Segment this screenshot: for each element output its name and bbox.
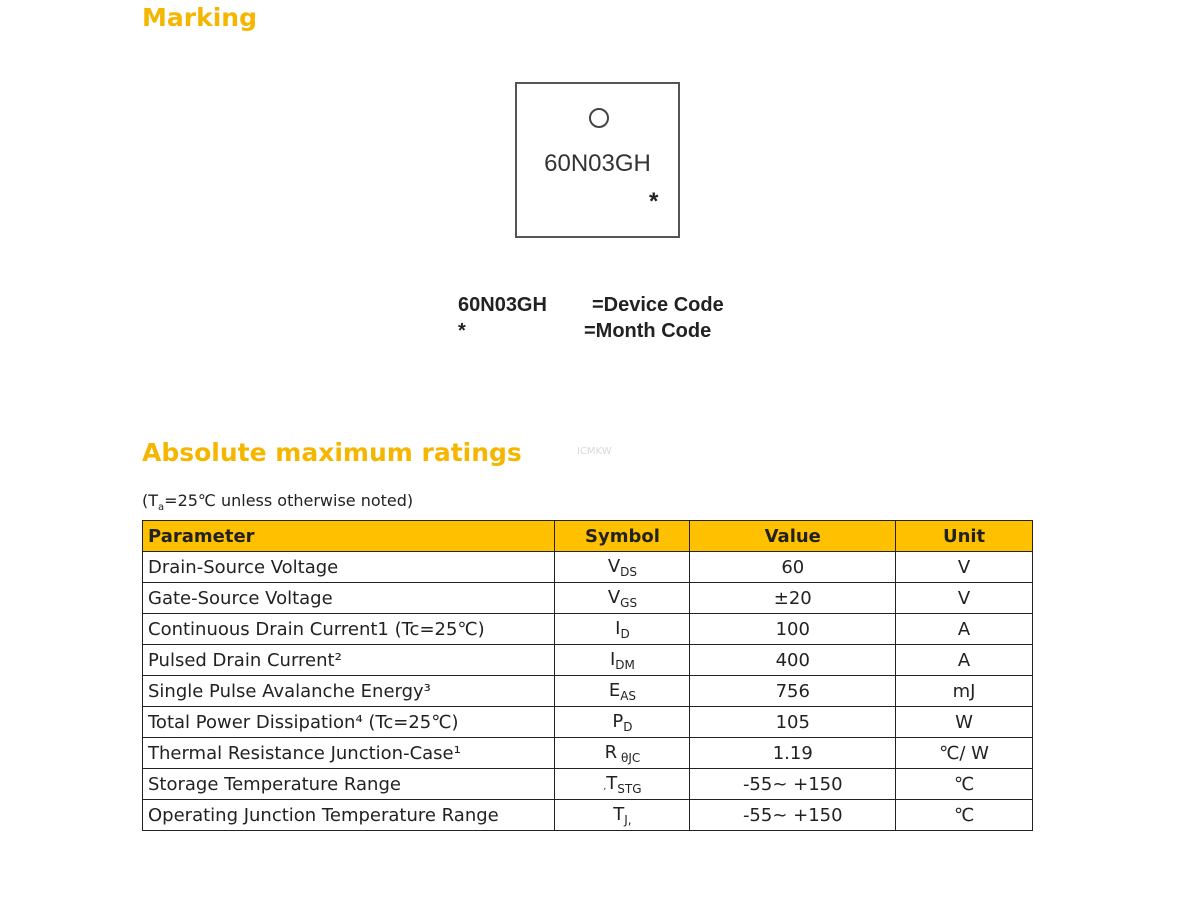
cell-unit: V	[896, 583, 1033, 614]
cell-value: 400	[690, 645, 896, 676]
symbol-subscript: STG	[617, 781, 642, 796]
watermark: ICMKW	[577, 446, 612, 457]
header-symbol: Symbol	[555, 521, 690, 552]
chip-marking-diagram	[515, 82, 680, 238]
symbol-subscript: DM	[615, 657, 635, 672]
table-body	[143, 552, 1033, 831]
symbol-subscript: DS	[620, 564, 638, 579]
symbol-prefix: ,	[603, 781, 607, 792]
cell-value: 105	[690, 707, 896, 738]
cell-parameter: Thermal Resistance Junction-Case¹	[143, 738, 555, 769]
note-suffix: =25℃ unless otherwise noted)	[164, 491, 414, 510]
cell-unit: ℃	[896, 769, 1033, 800]
legend-row	[458, 294, 778, 320]
header-parameter: Parameter	[143, 521, 555, 552]
cell-parameter: Total Power Dissipation⁴ (Tc=25℃)	[143, 707, 555, 738]
cell-value: ±20	[690, 583, 896, 614]
cell-value: 60	[690, 552, 896, 583]
table-row	[143, 800, 1033, 831]
cell-value: -55~ +150	[690, 769, 896, 800]
cell-parameter: Gate-Source Voltage	[143, 583, 555, 614]
ratings-table	[142, 520, 1033, 831]
symbol-letter: I	[609, 648, 616, 670]
cell-symbol	[555, 645, 690, 676]
table-row	[143, 769, 1033, 800]
symbol-subscript: J,	[624, 812, 632, 827]
cell-unit: A	[896, 645, 1033, 676]
symbol-subscript: AS	[620, 688, 637, 703]
legend-desc: =Month Code	[584, 320, 712, 342]
cell-parameter: Continuous Drain Current1 (Tc=25℃)	[143, 614, 555, 645]
symbol-letter: R	[604, 741, 618, 763]
pin1-dot-icon	[589, 108, 609, 128]
symbol-subscript: θJC	[617, 750, 641, 765]
cell-unit: mJ	[896, 676, 1033, 707]
table-row	[143, 676, 1033, 707]
cell-unit: ℃	[896, 800, 1033, 831]
cell-unit: A	[896, 614, 1033, 645]
symbol-letter: T	[613, 803, 625, 825]
symbol-letter: I	[615, 617, 621, 639]
chip-device-code: 60N03GH	[544, 150, 651, 177]
chip-month-code: *	[649, 188, 659, 215]
cell-value: -55~ +150	[690, 800, 896, 831]
marking-legend	[458, 294, 778, 346]
cell-symbol	[555, 800, 690, 831]
symbol-letter: V	[607, 555, 621, 577]
marking-title: Marking	[142, 3, 257, 32]
header-unit: Unit	[896, 521, 1033, 552]
cell-symbol	[555, 583, 690, 614]
cell-symbol	[555, 738, 690, 769]
table-row	[143, 707, 1033, 738]
symbol-letter: T	[606, 772, 618, 794]
cell-unit: V	[896, 552, 1033, 583]
note-prefix: (T	[142, 491, 159, 510]
ratings-title: Absolute maximum ratings	[142, 438, 522, 467]
table-row	[143, 614, 1033, 645]
cell-symbol	[555, 769, 690, 800]
cell-value: 100	[690, 614, 896, 645]
table-row	[143, 552, 1033, 583]
cell-symbol	[555, 552, 690, 583]
symbol-letter: P	[612, 710, 624, 732]
cell-symbol	[555, 676, 690, 707]
symbol-subscript: D	[623, 719, 633, 734]
cell-value: 1.19	[690, 738, 896, 769]
symbol-letter: E	[608, 679, 621, 701]
legend-key: *	[458, 320, 466, 342]
cell-symbol	[555, 614, 690, 645]
ratings-note	[142, 491, 413, 513]
header-value: Value	[690, 521, 896, 552]
symbol-subscript: GS	[620, 595, 638, 610]
symbol-subscript: D	[620, 626, 630, 641]
cell-parameter: Drain-Source Voltage	[143, 552, 555, 583]
table-row	[143, 645, 1033, 676]
legend-desc: =Device Code	[592, 294, 724, 316]
cell-parameter: Storage Temperature Range	[143, 769, 555, 800]
cell-value: 756	[690, 676, 896, 707]
table-row	[143, 738, 1033, 769]
cell-parameter: Single Pulse Avalanche Energy³	[143, 676, 555, 707]
note-subscript: a	[158, 502, 165, 514]
legend-row	[458, 320, 778, 346]
cell-symbol	[555, 707, 690, 738]
cell-unit: ℃/ W	[896, 738, 1033, 769]
cell-unit: W	[896, 707, 1033, 738]
table-header-row	[143, 521, 1033, 552]
table-row	[143, 583, 1033, 614]
symbol-letter: V	[607, 586, 621, 608]
legend-key: 60N03GH	[458, 294, 547, 316]
cell-parameter: Pulsed Drain Current²	[143, 645, 555, 676]
cell-parameter: Operating Junction Temperature Range	[143, 800, 555, 831]
